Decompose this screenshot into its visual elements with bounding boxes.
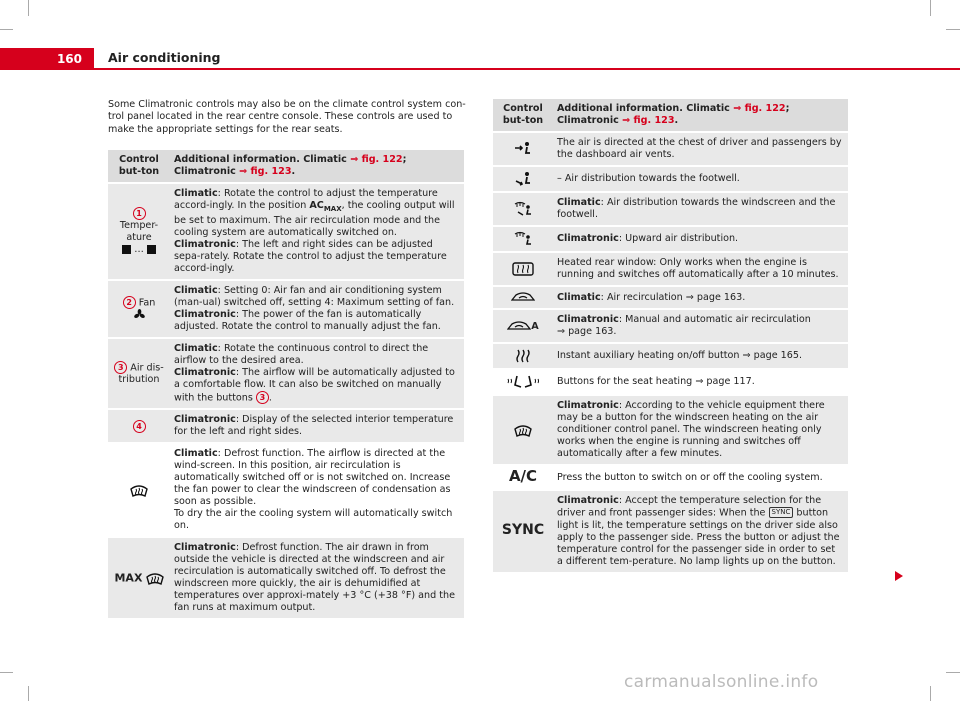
footwell-description: – Air distribution towards the footwell. xyxy=(553,166,848,192)
callout-3: 3 xyxy=(114,361,127,374)
table-header-control: Control but-ton xyxy=(493,99,553,132)
fan-icon xyxy=(134,309,145,320)
ac-max-label: $AC_{MAX}$ xyxy=(309,200,342,213)
windscreen-footwell-icon xyxy=(513,201,533,217)
table-row xyxy=(108,338,464,410)
callout-3-ref: 3 xyxy=(256,391,269,404)
table-row xyxy=(493,132,848,166)
sync-description: Climatronic: Accept the temperature selection for the driver and front passenger sides: When the SYNC button light is lit, the temperature settings on the driver side also apply to the passenger side. Press the button or adjust the temperature control for the passenger side in order to set a different tem-perature. No lamp lights up on the button. xyxy=(553,490,848,573)
table-row xyxy=(493,309,848,343)
footwell-airflow-icon xyxy=(513,171,533,187)
display-control-cell xyxy=(108,409,170,443)
table-row xyxy=(493,166,848,192)
auxiliary-heating-description: Instant auxiliary heating on/off button ⇒ page 165. xyxy=(553,343,848,369)
table-row xyxy=(108,183,464,280)
table-header-info: Additional information. Climatic ⇒ fig. 122; Climatronic ⇒ fig. 123. xyxy=(553,99,848,132)
fig-122-link[interactable]: ⇒ fig. 122 xyxy=(733,103,786,114)
max-defrost-description: Climatronic: Defrost function. The air drawn in from outside the vehicle is directed at the windscreen and air recirculation is automatically switched off. To defrost the windscreen more quickly, the air is dehumidified at temperatures over approxi-mately +3 °C (+38 °F) and the fan runs at maximum output. xyxy=(170,537,464,619)
auxiliary-heating-icon xyxy=(515,348,531,364)
crop-mark xyxy=(28,0,29,16)
table-row xyxy=(108,443,464,537)
auto-label-icon: A xyxy=(531,320,539,332)
intro-paragraph: Some Climatronic controls may also be on the climate control system con-trol panel located in the rear centre console. These controls are used to make the appropriate settings for the rear seats. xyxy=(108,99,466,135)
table-row xyxy=(108,280,464,338)
hot-square-icon xyxy=(147,245,156,254)
table-row xyxy=(493,490,848,573)
table-header-info: Additional information. Climatic ⇒ fig. 122; Climatronic ⇒ fig. 123. xyxy=(170,150,464,183)
sync-icon: SYNC xyxy=(501,522,545,539)
fig-123-link[interactable]: ⇒ fig. 123 xyxy=(622,115,675,126)
temperature-description: Climatic: Rotate the control to adjust the temperature accord-ingly. In the position $AC_{MAX}$, the cooling output will be set to maximum. The air recirculation mode and the cooling system are automatically switched on. Climatronic: The left and right sides can be adjusted sepa-rately. Rotate the control to adjust the temperature accord-ingly. xyxy=(170,183,464,280)
table-header-control: Control but-ton xyxy=(108,150,170,183)
fan-label: Fan xyxy=(138,297,156,309)
chest-description: The air is directed at the chest of driver and passengers by the dashboard air vents. xyxy=(553,132,848,166)
callout-2: 2 xyxy=(123,296,136,309)
chest-airflow-icon xyxy=(513,141,533,157)
distribution-label: Air dis-tribution xyxy=(118,362,164,386)
max-label-icon: MAX xyxy=(114,571,143,585)
fig-123-link[interactable]: ⇒ fig. 123 xyxy=(239,166,292,177)
table-row xyxy=(493,192,848,226)
crop-mark xyxy=(0,672,13,673)
page-117-link[interactable]: ⇒ page 117 xyxy=(695,376,752,387)
rear-window-description: Heated rear window: Only works when the engine is running and switches off automatically after a 10 minutes. xyxy=(553,252,848,286)
page-header xyxy=(0,48,960,70)
sync-button-symbol: SYNC xyxy=(769,507,794,518)
temperature-label: Temper-ature xyxy=(119,220,159,244)
table-row xyxy=(493,395,848,465)
callout-1: 1 xyxy=(133,207,146,220)
crop-mark xyxy=(946,29,960,30)
header-rule xyxy=(94,68,960,70)
windscreen-footwell-description: Climatic: Air distribution towards the windscreen and the footwell. xyxy=(553,192,848,226)
right-controls-table xyxy=(493,99,848,574)
table-row xyxy=(493,252,848,286)
air-recirculation-icon xyxy=(511,291,535,303)
watermark: carmanualsonline.info xyxy=(624,672,819,692)
windscreen-defrost-icon xyxy=(130,483,148,498)
distribution-description: Climatic: Rotate the continuous control to direct the airflow to the desired area. Climatronic: The airflow will be automatically adjusted to a comfortable flow. It can also be switched on manually with the buttons 3 . xyxy=(170,338,464,410)
fig-122-link[interactable]: ⇒ fig. 122 xyxy=(350,154,403,165)
windscreen-heating-description: Climatronic: According to the vehicle equipment there may be a button for the windscreen heating on the air conditioner control panel. The windscreen heating only works when the engine is running and switches off automatically after a few minutes. xyxy=(553,395,848,465)
table-row xyxy=(493,286,848,309)
ac-description: Press the button to switch on or off the cooling system. xyxy=(553,465,848,490)
upward-airflow-icon xyxy=(513,231,533,247)
table-row xyxy=(493,343,848,369)
table-row xyxy=(493,369,848,395)
table-row xyxy=(493,465,848,490)
crop-mark xyxy=(0,29,13,30)
crop-mark xyxy=(930,686,931,701)
crop-mark xyxy=(930,0,931,16)
crop-mark xyxy=(28,686,29,701)
defrost-description: Climatic: Defrost function. The airflow is directed at the wind-screen. In this position, air recirculation is automatically switched off or is not switched on. Increase the fan power to clear the windscreen of condensation as soon as possible. To dry the air the cooling system will automatically switch on. xyxy=(170,443,464,537)
cold-square-icon xyxy=(122,245,131,254)
page-163-link[interactable]: ⇒ page 163 xyxy=(557,326,614,337)
page-number: 160 xyxy=(0,48,94,70)
crop-mark xyxy=(946,672,960,673)
fan-description: Climatic: Setting 0: Air fan and air conditioning system (man-ual) switched off, setting 4: Maximum setting of fan. Climatronic: The power of the fan is automatically adjusted. Rotate the control to manually adjust the fan. xyxy=(170,280,464,338)
recirculation-description: Climatic: Air recirculation ⇒ page 163. xyxy=(553,286,848,309)
seat-heating-left-icon xyxy=(505,374,523,390)
page-163-link[interactable]: ⇒ page 163 xyxy=(685,291,743,303)
auto-recirculation-description: Climatronic: Manual and automatic air recirculation ⇒ page 163. xyxy=(553,309,848,343)
display-description: Climatronic: Display of the selected interior temperature for the left and right sides. xyxy=(170,409,464,443)
continue-arrow-icon xyxy=(895,571,903,581)
seat-heating-right-icon xyxy=(523,374,541,390)
seat-heating-description: Buttons for the seat heating ⇒ page 117. xyxy=(553,369,848,395)
air-recirculation-icon xyxy=(507,320,531,332)
windscreen-heating-icon xyxy=(514,423,532,438)
left-controls-table xyxy=(108,150,464,620)
table-row xyxy=(108,537,464,619)
upward-description: Climatronic: Upward air distribution. xyxy=(553,226,848,252)
ac-icon: A/C xyxy=(508,467,538,485)
fan-control-cell xyxy=(108,280,170,338)
chapter-title: Air conditioning xyxy=(108,50,221,65)
page-165-link[interactable]: ⇒ page 165 xyxy=(742,350,799,361)
table-row xyxy=(493,226,848,252)
temperature-control-cell: 1 Temper-ature … xyxy=(108,183,170,280)
callout-4: 4 xyxy=(133,420,146,433)
table-row xyxy=(108,409,464,443)
rear-window-heating-icon xyxy=(512,262,534,276)
windscreen-defrost-icon xyxy=(146,571,164,586)
distribution-control-cell xyxy=(108,338,170,410)
